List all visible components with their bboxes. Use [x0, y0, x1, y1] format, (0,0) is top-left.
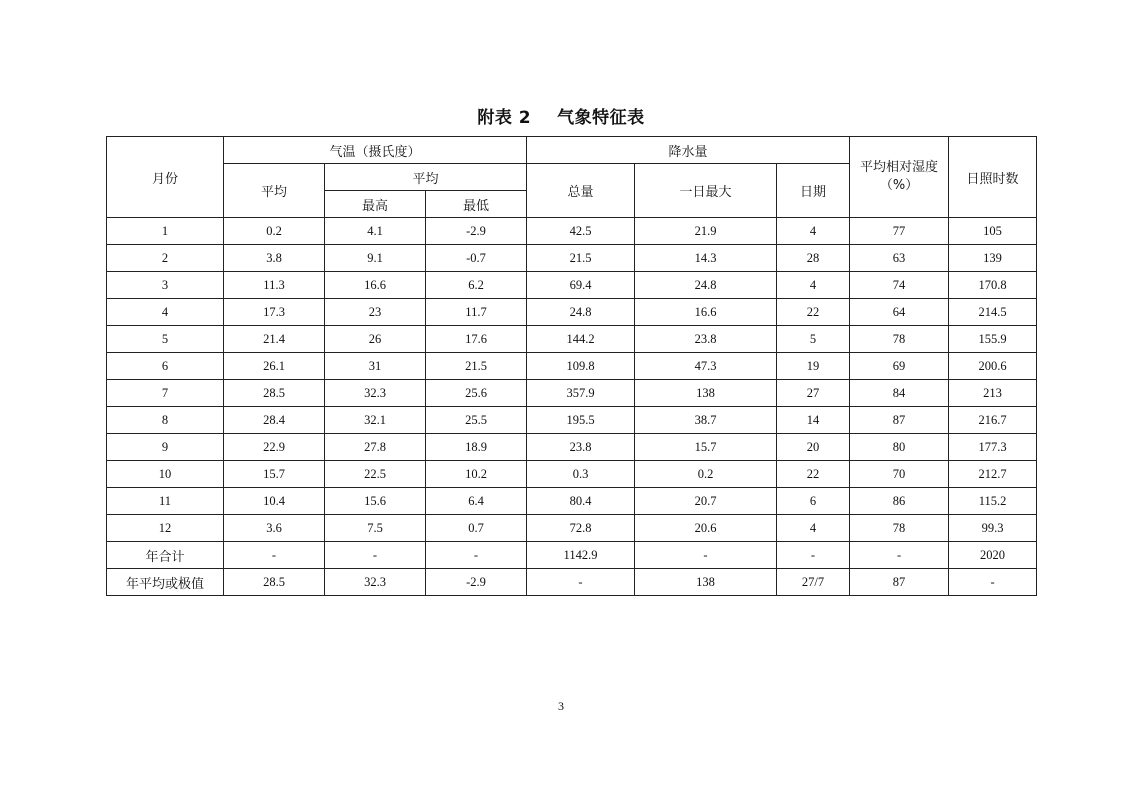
- cell-humidity: 78: [850, 515, 949, 542]
- header-temperature: 气温（摄氏度）: [224, 137, 527, 164]
- cell-humidity: 87: [850, 407, 949, 434]
- table-row: [107, 407, 1037, 434]
- title-text: 气象特征表: [557, 108, 645, 128]
- cell-daymax: -: [635, 542, 777, 569]
- table-row: [107, 353, 1037, 380]
- cell-avg: 26.1: [224, 353, 325, 380]
- cell-total: 72.8: [527, 515, 635, 542]
- table-row: [107, 218, 1037, 245]
- cell-sunshine: 105: [949, 218, 1037, 245]
- cell-date: 5: [777, 326, 850, 353]
- cell-min: -0.7: [426, 245, 527, 272]
- cell-max: 16.6: [325, 272, 426, 299]
- cell-humidity: 74: [850, 272, 949, 299]
- cell-month: 3: [107, 272, 224, 299]
- cell-min: 17.6: [426, 326, 527, 353]
- table-row: [107, 434, 1037, 461]
- cell-total: 109.8: [527, 353, 635, 380]
- cell-max: 9.1: [325, 245, 426, 272]
- cell-daymax: 20.7: [635, 488, 777, 515]
- cell-month: 2: [107, 245, 224, 272]
- cell-sunshine: 212.7: [949, 461, 1037, 488]
- header-precipitation: 降水量: [527, 137, 850, 164]
- header-sunshine: 日照时数: [949, 137, 1037, 218]
- cell-max: 32.3: [325, 569, 426, 596]
- cell-month: 7: [107, 380, 224, 407]
- cell-sunshine: 200.6: [949, 353, 1037, 380]
- cell-sunshine: 170.8: [949, 272, 1037, 299]
- cell-daymax: 0.2: [635, 461, 777, 488]
- cell-daymax: 138: [635, 569, 777, 596]
- header-humidity: [850, 137, 949, 218]
- cell-date: 20: [777, 434, 850, 461]
- cell-date: 27: [777, 380, 850, 407]
- cell-avg: 0.2: [224, 218, 325, 245]
- cell-total: 42.5: [527, 218, 635, 245]
- cell-max: 32.3: [325, 380, 426, 407]
- cell-max: 32.1: [325, 407, 426, 434]
- cell-month: 5: [107, 326, 224, 353]
- cell-avg: 15.7: [224, 461, 325, 488]
- cell-max: 7.5: [325, 515, 426, 542]
- cell-sunshine: 177.3: [949, 434, 1037, 461]
- cell-min: 6.4: [426, 488, 527, 515]
- table-row: [107, 272, 1037, 299]
- cell-sunshine: 115.2: [949, 488, 1037, 515]
- header-temp-avg-group: 平均: [325, 164, 527, 191]
- cell-month: 6: [107, 353, 224, 380]
- header-precip-date: 日期: [777, 164, 850, 218]
- cell-humidity: 63: [850, 245, 949, 272]
- cell-daymax: 16.6: [635, 299, 777, 326]
- cell-total: 144.2: [527, 326, 635, 353]
- cell-avg: 10.4: [224, 488, 325, 515]
- cell-avg: 17.3: [224, 299, 325, 326]
- cell-max: 15.6: [325, 488, 426, 515]
- cell-sunshine: 139: [949, 245, 1037, 272]
- cell-total: 0.3: [527, 461, 635, 488]
- cell-sunshine: 213: [949, 380, 1037, 407]
- cell-humidity: 64: [850, 299, 949, 326]
- cell-total: 357.9: [527, 380, 635, 407]
- cell-avg: 28.5: [224, 569, 325, 596]
- cell-min: 10.2: [426, 461, 527, 488]
- cell-total: 1142.9: [527, 542, 635, 569]
- table-row: [107, 380, 1037, 407]
- cell-avg: 3.6: [224, 515, 325, 542]
- cell-daymax: 23.8: [635, 326, 777, 353]
- cell-sunshine: -: [949, 569, 1037, 596]
- cell-sunshine: 155.9: [949, 326, 1037, 353]
- page-number: 3: [558, 699, 564, 713]
- cell-total: 69.4: [527, 272, 635, 299]
- cell-month: 8: [107, 407, 224, 434]
- cell-min: -2.9: [426, 569, 527, 596]
- cell-min: 6.2: [426, 272, 527, 299]
- cell-date: 4: [777, 515, 850, 542]
- weather-table: [106, 136, 1037, 596]
- cell-month: 4: [107, 299, 224, 326]
- cell-avg: 22.9: [224, 434, 325, 461]
- cell-date: 4: [777, 272, 850, 299]
- cell-avg: 28.5: [224, 380, 325, 407]
- cell-daymax: 24.8: [635, 272, 777, 299]
- cell-daymax: 14.3: [635, 245, 777, 272]
- cell-sunshine: 99.3: [949, 515, 1037, 542]
- cell-min: 25.6: [426, 380, 527, 407]
- header-month: 月份: [107, 137, 224, 218]
- cell-min: 18.9: [426, 434, 527, 461]
- cell-max: 4.1: [325, 218, 426, 245]
- cell-month: 年合计: [107, 542, 224, 569]
- cell-humidity: 78: [850, 326, 949, 353]
- table-row: [107, 299, 1037, 326]
- cell-date: 22: [777, 461, 850, 488]
- table-row: [107, 542, 1037, 569]
- cell-date: 22: [777, 299, 850, 326]
- cell-min: 25.5: [426, 407, 527, 434]
- cell-avg: 11.3: [224, 272, 325, 299]
- cell-humidity: 87: [850, 569, 949, 596]
- cell-max: 26: [325, 326, 426, 353]
- cell-sunshine: 2020: [949, 542, 1037, 569]
- cell-avg: 21.4: [224, 326, 325, 353]
- cell-total: 195.5: [527, 407, 635, 434]
- header-precip-total: 总量: [527, 164, 635, 218]
- cell-avg: 28.4: [224, 407, 325, 434]
- cell-humidity: 70: [850, 461, 949, 488]
- cell-month: 1: [107, 218, 224, 245]
- cell-month: 10: [107, 461, 224, 488]
- header-temp-min: 最低: [426, 191, 527, 218]
- cell-month: 9: [107, 434, 224, 461]
- title-prefix: 附表 2: [477, 108, 532, 128]
- cell-humidity: 69: [850, 353, 949, 380]
- cell-humidity: 86: [850, 488, 949, 515]
- cell-humidity: -: [850, 542, 949, 569]
- header-temp-avg: 平均: [224, 164, 325, 218]
- table-row: [107, 461, 1037, 488]
- cell-avg: 3.8: [224, 245, 325, 272]
- cell-daymax: 138: [635, 380, 777, 407]
- cell-max: 27.8: [325, 434, 426, 461]
- cell-date: 27/7: [777, 569, 850, 596]
- cell-humidity: 77: [850, 218, 949, 245]
- cell-daymax: 38.7: [635, 407, 777, 434]
- cell-humidity: 80: [850, 434, 949, 461]
- cell-sunshine: 216.7: [949, 407, 1037, 434]
- cell-min: 21.5: [426, 353, 527, 380]
- cell-date: 14: [777, 407, 850, 434]
- cell-avg: -: [224, 542, 325, 569]
- page-title: [0, 103, 1122, 128]
- cell-total: 23.8: [527, 434, 635, 461]
- cell-date: -: [777, 542, 850, 569]
- table-row: [107, 488, 1037, 515]
- header-precip-daily-max: 一日最大: [635, 164, 777, 218]
- header-humidity-line1: 平均相对湿度: [860, 160, 939, 175]
- cell-min: -: [426, 542, 527, 569]
- table-row: [107, 515, 1037, 542]
- cell-total: 21.5: [527, 245, 635, 272]
- cell-min: 0.7: [426, 515, 527, 542]
- cell-max: 31: [325, 353, 426, 380]
- cell-month: 12: [107, 515, 224, 542]
- cell-total: 24.8: [527, 299, 635, 326]
- cell-daymax: 15.7: [635, 434, 777, 461]
- cell-total: 80.4: [527, 488, 635, 515]
- cell-month: 年平均或极值: [107, 569, 224, 596]
- table-row: [107, 245, 1037, 272]
- header-temp-max: 最高: [325, 191, 426, 218]
- cell-daymax: 21.9: [635, 218, 777, 245]
- cell-min: -2.9: [426, 218, 527, 245]
- cell-max: 22.5: [325, 461, 426, 488]
- cell-max: 23: [325, 299, 426, 326]
- cell-min: 11.7: [426, 299, 527, 326]
- cell-daymax: 20.6: [635, 515, 777, 542]
- cell-date: 6: [777, 488, 850, 515]
- cell-date: 28: [777, 245, 850, 272]
- cell-month: 11: [107, 488, 224, 515]
- table-body: [107, 218, 1037, 596]
- table-row: [107, 569, 1037, 596]
- cell-humidity: 84: [850, 380, 949, 407]
- cell-total: -: [527, 569, 635, 596]
- cell-date: 19: [777, 353, 850, 380]
- cell-sunshine: 214.5: [949, 299, 1037, 326]
- header-humidity-line2: （%）: [879, 178, 919, 193]
- table-row: [107, 326, 1037, 353]
- cell-date: 4: [777, 218, 850, 245]
- cell-max: -: [325, 542, 426, 569]
- cell-daymax: 47.3: [635, 353, 777, 380]
